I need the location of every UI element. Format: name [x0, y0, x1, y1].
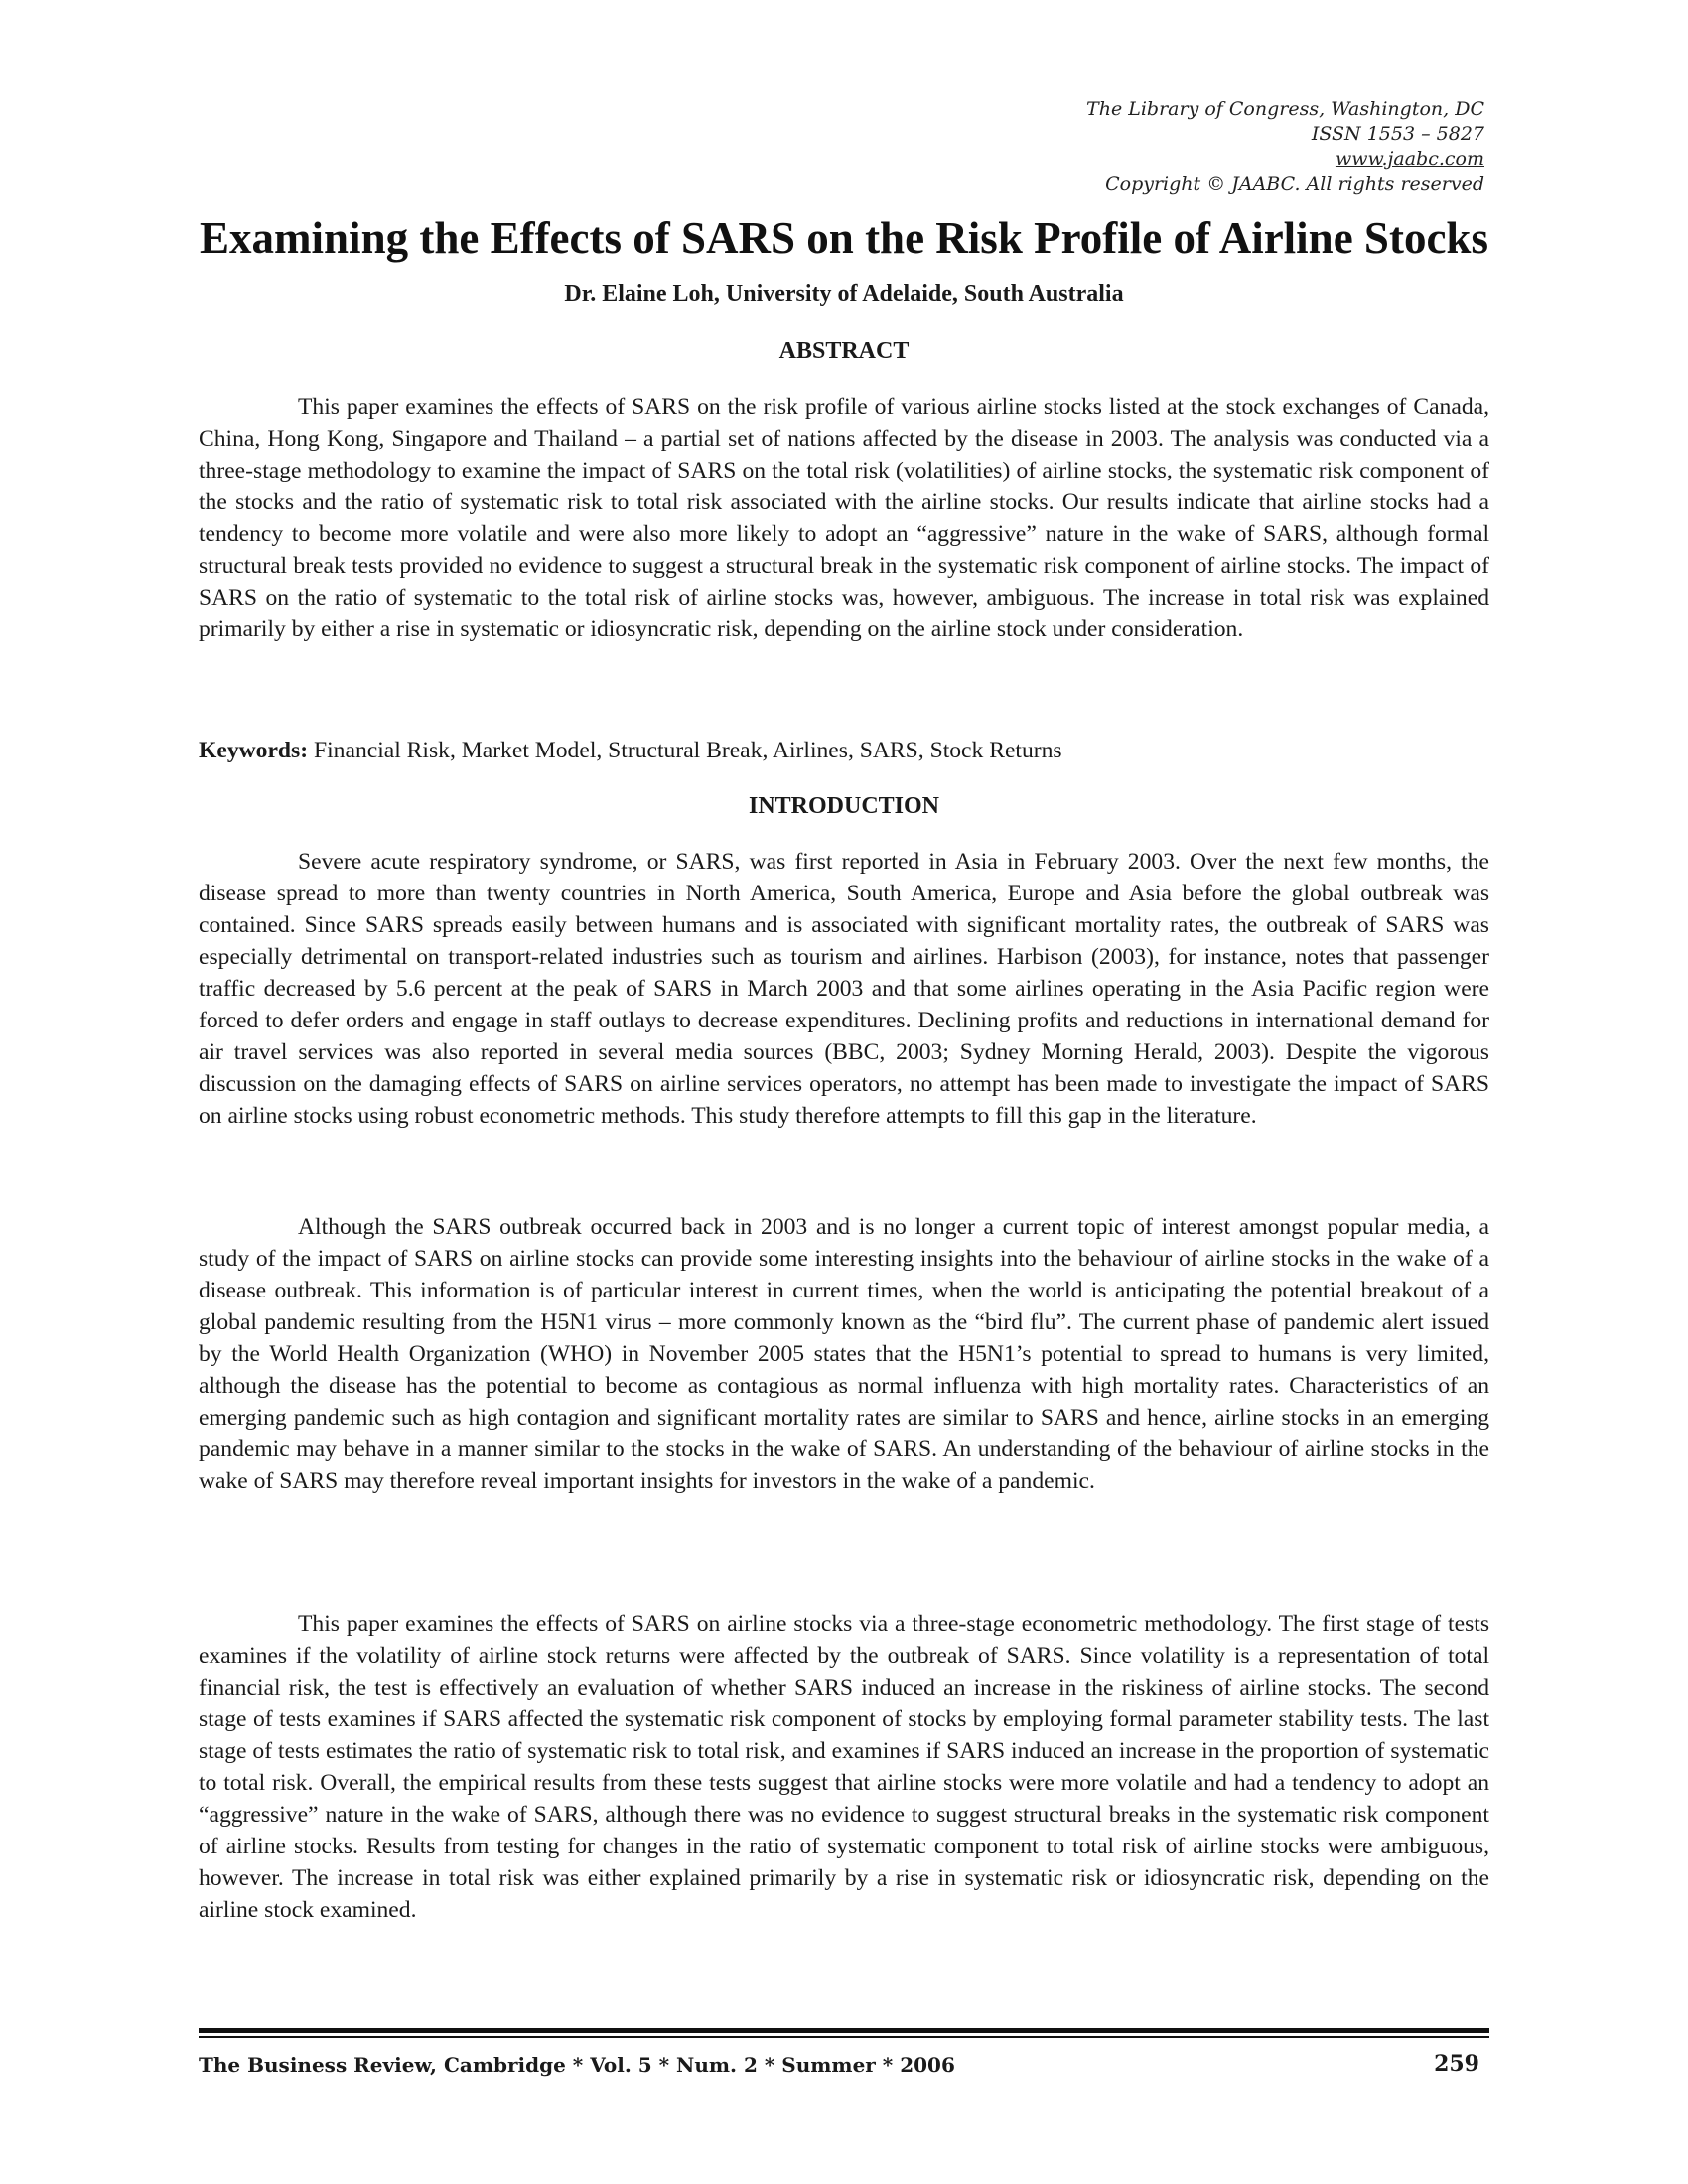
issn-line: ISSN 1553 – 5827 — [1311, 123, 1484, 145]
copyright-line: Copyright © JAABC. All rights reserved — [1105, 173, 1484, 195]
keywords-label: Keywords: — [199, 738, 309, 763]
intro-paragraph: Severe acute respiratory syndrome, or SARS, was first reported in Asia in February 2003. Over the next few months, the disease spread to more than twenty countries in North America, South America, Europe and Asia before the global outbreak was contained. Since SARS spreads easily between humans and is associated with significant mortality rates, the outbreak of SARS was especially detrimental on transport-related industries such as tourism and airlines. Harbison (2003), for instance, notes that passenger traffic decreased by 5.6 percent at the peak of SARS in March 2003 and that some airlines operating in the Asia Pacific region were forced to defer orders and engage in staff outlays to decrease expenditures. Declining profits and reductions in international demand for air travel services was also reported in several media sources (BBC, 2003; Sydney Morning Herald, 2003). Despite the vigorous discussion on the damaging effects of SARS on airline services operators, no attempt has been made to investigate the impact of SARS on airline stocks using robust econometric methods. This study therefore attempts to fill this gap in the literature. — [199, 849, 1489, 1129]
footer-divider — [199, 2028, 1489, 2033]
abstract-text: This paper examines the effects of SARS on the risk profile of various airline stocks listed at the stock exchanges of Canada, China, Hong Kong, Singapore and Thailand – a partial set of nations affected by the disease in 2003. The analysis was conducted via a three-stage methodology to examine the impact of SARS on the total risk (volatilities) of airline stocks, the systematic risk component of the stocks and the ratio of systematic risk to total risk associated with the airline stocks. Our results indicate that airline stocks had a tendency to become more volatile and were also more likely to adopt an “aggressive” nature in the wake of SARS, although formal structural break tests provided no evidence to suggest a structural break in the systematic risk component of airline stocks. The impact of SARS on the ratio of systematic to the total risk of airline stocks was, however, ambiguous. The increase in total risk was explained primarily by either a rise in systematic or idiosyncratic risk, depending on the airline stock under consideration. — [199, 394, 1489, 642]
author-line: Dr. Elaine Loh, University of Adelaide, South Australia — [564, 281, 1124, 307]
introduction-heading: INTRODUCTION — [748, 793, 940, 819]
page-number: 259 — [1434, 2051, 1479, 2077]
paper-title: Examining the Effects of SARS on the Risk Profile of Airline Stocks — [200, 213, 1488, 263]
footer-journal-citation: The Business Review, Cambridge * Vol. 5 * Num. 2 * Summer * 2006 — [199, 2053, 955, 2077]
intro-paragraph: Although the SARS outbreak occurred back in 2003 and is no longer a current topic of interest amongst popular media, a study of the impact of SARS on airline stocks can provide some interesting insights into the behaviour of airline stocks in the wake of a disease outbreak. This information is of particular interest in current times, when the world is anticipating the potential breakout of a global pandemic resulting from the H5N1 virus – more commonly known as the “bird flu”. The current phase of pandemic alert issued by the World Health Organization (WHO) in November 2005 states that the H5N1’s potential to spread to humans is very limited, although the disease has the potential to become as contagious as normal influenza with high mortality rates. Characteristics of an emerging pandemic such as high contagion and significant mortality rates are similar to SARS and hence, airline stocks in an emerging pandemic may behave in a manner similar to the stocks in the wake of SARS. An understanding of the behaviour of airline stocks in the wake of SARS may therefore reveal important insights for investors in the wake of a pandemic. — [199, 1214, 1489, 1494]
abstract-heading: ABSTRACT — [778, 339, 910, 364]
library-line: The Library of Congress, Washington, DC — [1086, 98, 1484, 120]
footer-divider — [199, 2036, 1489, 2038]
intro-paragraph: This paper examines the effects of SARS on airline stocks via a three-stage econometric methodology. The first stage of tests examines if the volatility of airline stock returns were affected by the outbreak of SARS. Since volatility is a representation of total financial risk, the test is effectively an evaluation of whether SARS induced an increase in the riskiness of airline stocks. The second stage of tests examines if SARS affected the systematic risk component of stocks by employing formal parameter stability tests. The last stage of tests estimates the ratio of systematic risk to total risk, and examines if SARS induced an increase in the proportion of systematic to total risk. Overall, the empirical results from these tests suggest that airline stocks were more volatile and had a tendency to adopt an “aggressive” nature in the wake of SARS, although there was no evidence to suggest structural breaks in the systematic risk component of airline stocks. Results from testing for changes in the ratio of systematic component to total risk of airline stocks were ambiguous, however. The increase in total risk was either explained primarily by a rise in systematic risk or idiosyncratic risk, depending on the airline stock examined. — [199, 1611, 1489, 1923]
journal-website-link[interactable]: www.jaabc.com — [1335, 148, 1484, 170]
keywords-list: Financial Risk, Market Model, Structural Break, Airlines, SARS, Stock Returns — [308, 738, 1062, 763]
keywords — [199, 735, 1489, 766]
publication-info — [789, 97, 1484, 197]
